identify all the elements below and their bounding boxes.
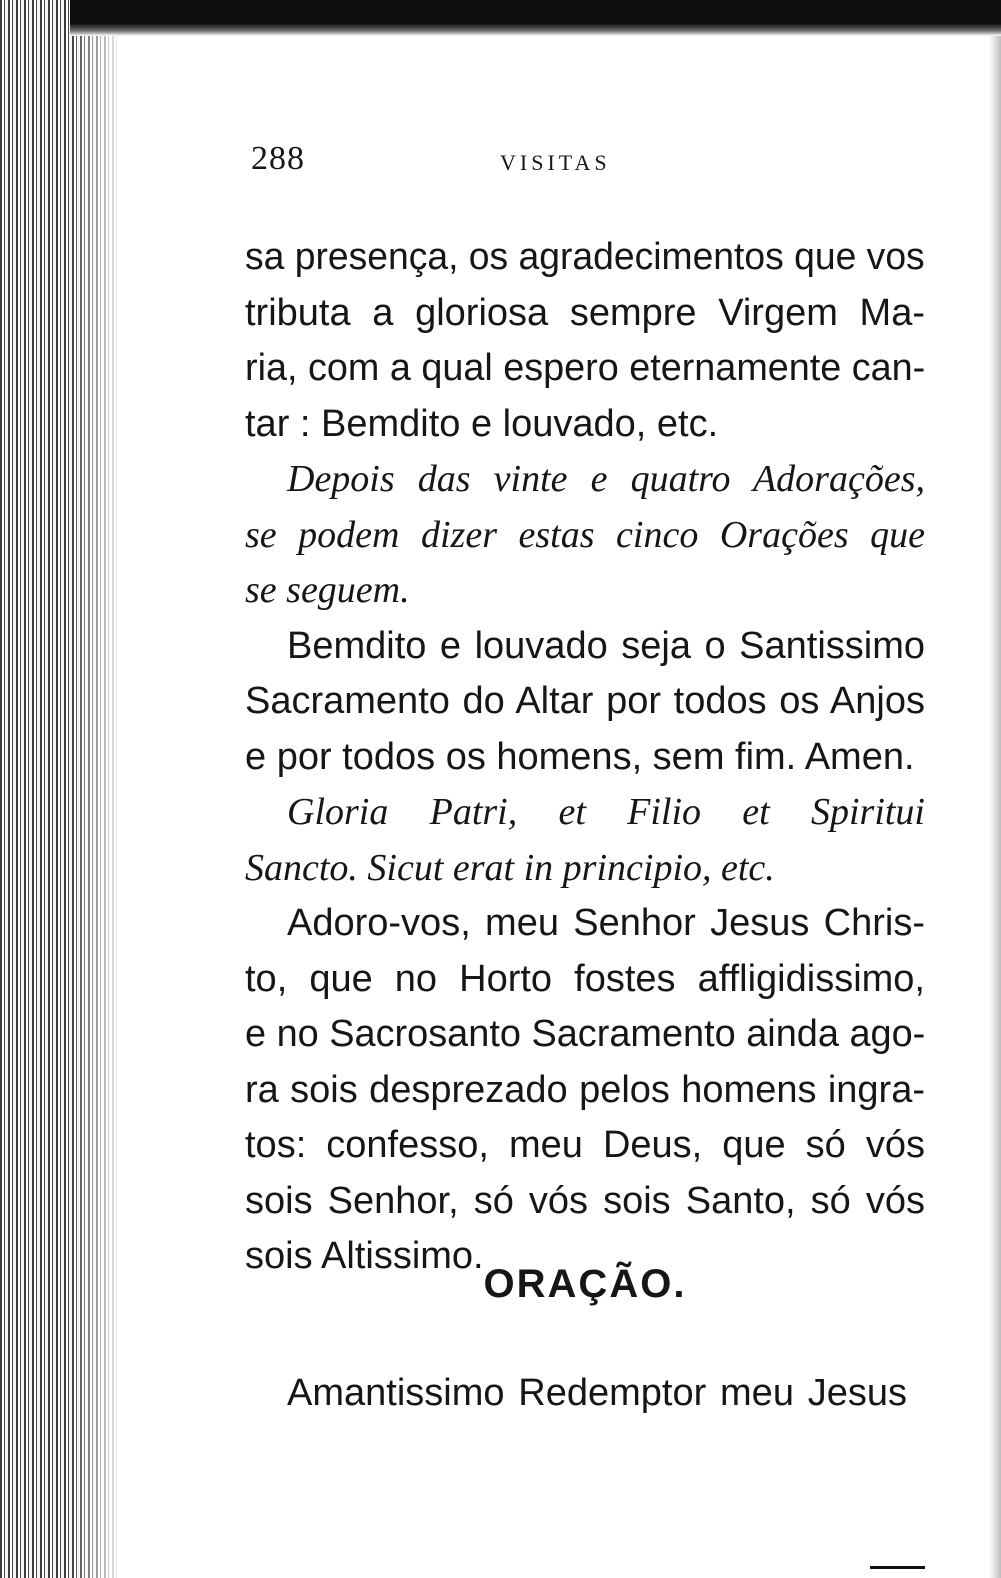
book-page <box>245 140 926 1414</box>
section-heading: ORAÇÃO. <box>483 1262 687 1306</box>
text-line: Adoro-vos, meu Senhor Jesus Chris- <box>287 902 925 944</box>
text-line: sa presença, os agradecimentos que vos <box>245 236 925 278</box>
running-head <box>245 140 925 200</box>
text-line: tar : Bemdito e louvado, etc. <box>245 402 719 445</box>
text-line: Sacramento do Altar por todos os Anjos <box>245 680 925 722</box>
text-line: Gloria Patri, et Filio et Spiritui <box>287 791 925 833</box>
page-number: 288 <box>251 140 305 177</box>
text-line: sois Senhor, só vós sois Santo, só vós <box>245 1179 925 1222</box>
text-line: ra sois desprezado pelos homens ingra- <box>245 1068 925 1111</box>
text-line: Bemdito e louvado seja o Santissimo <box>287 624 925 667</box>
text-line: Depois das vinte e quatro Adorações, <box>287 458 925 500</box>
scan-top-edge <box>70 0 1001 36</box>
scan-right-edge <box>989 36 1001 1578</box>
text-line: e por todos os homens, sem fim. Amen. <box>245 735 915 778</box>
text-line: se podem dizer estas cinco Orações que <box>245 513 925 556</box>
text-line: tributa a gloriosa sempre Virgem Ma- <box>245 291 925 334</box>
text-line: se seguem. <box>245 569 410 611</box>
final-line: Amantissimo Redemptor meu Jesus <box>287 1372 907 1414</box>
binding-shadow <box>70 0 130 1578</box>
body-text <box>245 230 925 1285</box>
text-line: tos: confesso, meu Deus, que só vós <box>245 1124 925 1166</box>
text-line: e no Sacrosanto Sacramento ainda ago- <box>245 1013 926 1055</box>
text-line: Sancto. Sicut erat in principio, etc. <box>245 846 775 889</box>
text-line: to, que no Horto fostes affligidissimo, <box>245 957 925 1000</box>
text-line: sois Altissimo. <box>245 1235 484 1277</box>
scan-mark <box>870 1566 925 1569</box>
text-line: ria, com a qual espero eternamente can- <box>245 347 926 389</box>
running-title: VISITAS <box>500 150 611 175</box>
